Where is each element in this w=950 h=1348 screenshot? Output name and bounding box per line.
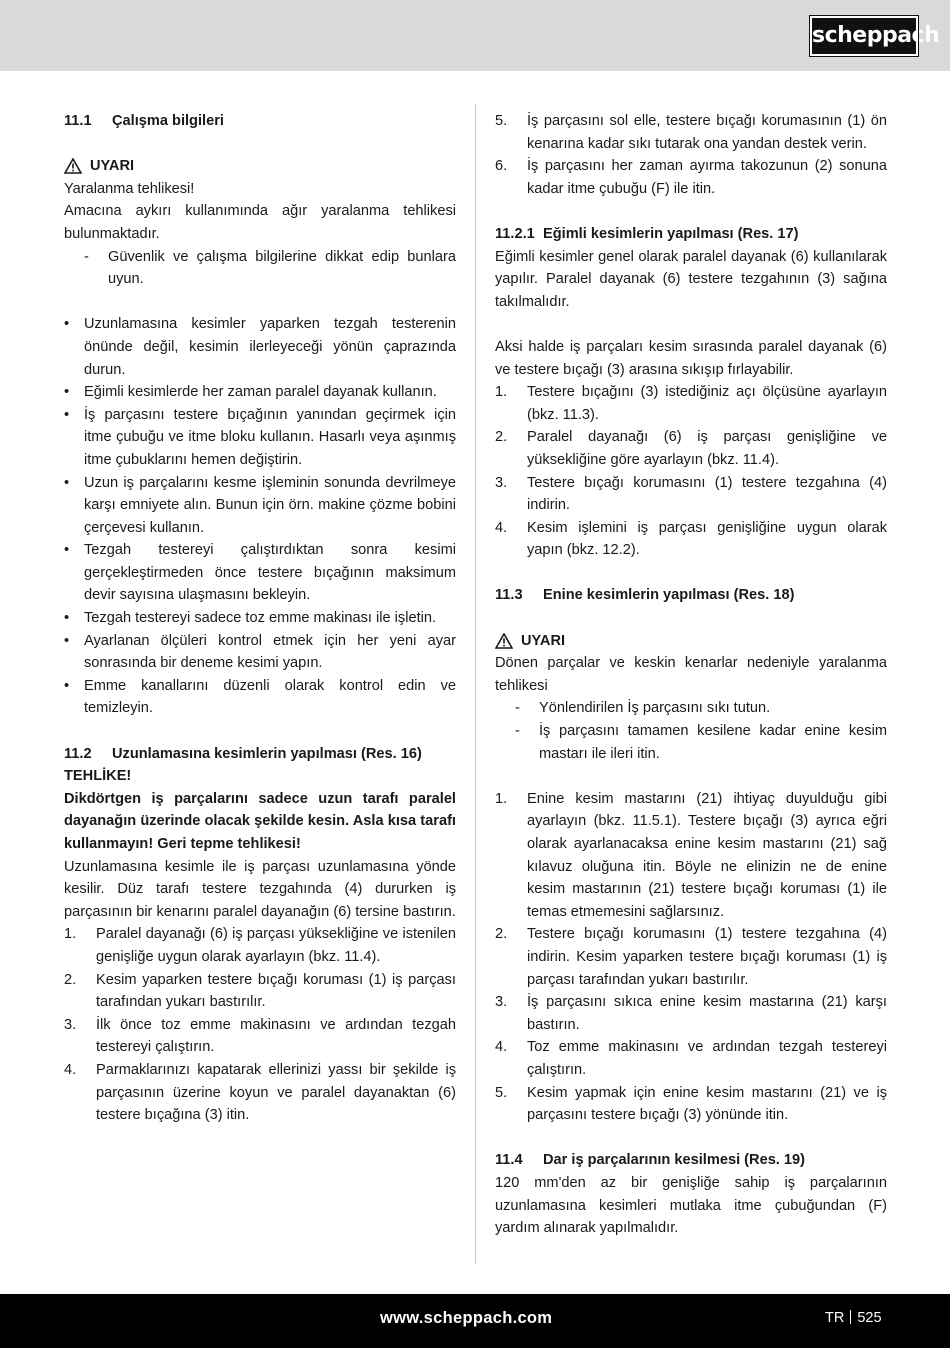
bullet-item: • Eğimli kesimlerde her zaman paralel dayanak kullanın.	[64, 384, 437, 401]
numbered-step: 4. Kesim işlemini iş parçası genişliğine uygun olarak yapın (bkz. 12.2).	[495, 519, 887, 559]
section-heading-11-2-1: 11.2.1 Eğimli kesimlerin yapılması (Res. 17)	[495, 225, 799, 242]
numbered-step: 4. Toz emme makinasını ve ardından tezgah testereyi çalıştırın.	[495, 1039, 887, 1078]
numbered-step: 3. İş parçasını sıkıca enine kesim mastarına (21) karşı bastırın.	[495, 994, 887, 1033]
header-bar	[0, 0, 950, 71]
warning-triangle-icon	[495, 633, 513, 649]
warning-heading: UYARI	[64, 155, 456, 178]
bullet-item: • Uzunlamasına kesimler yaparken tezgah testerenin önünde değil, kesimin ilerleyeceği yönün çaprazında durun.	[64, 316, 456, 378]
page-indicator: TR 525	[825, 1310, 882, 1326]
warning-text: Yaralanma tehlikesi!	[64, 180, 195, 197]
numbered-step: 3. Testere bıçağı korumasını (1) testere tezgahına (4) indirin.	[495, 474, 887, 514]
danger-label: TEHLİKE!	[64, 768, 132, 785]
scheppach-logo: scheppach	[810, 16, 918, 56]
warning-text: Dönen parçalar ve keskin kenarlar nedeniyle yaralanma tehlikesi	[495, 655, 887, 694]
numbered-step: 3. İlk önce toz emme makinasını ve ardından tezgah testereyi çalıştırın.	[64, 1016, 456, 1056]
warning-dash-item: - Yönlendirilen İş parçasını sıkı tutun.	[515, 700, 771, 717]
bullet-item: • Uzun iş parçalarını kesme işleminin sonunda devrilmeye karşı emniyete alın. Bunun için örn. makine çözme bobini çerçevesi kullanın.	[64, 474, 456, 536]
numbered-step: 2. Paralel dayanağı (6) iş parçası genişliğine ve yüksekliğine göre ayarlayın (bkz. 11.4).	[495, 429, 887, 468]
bullet-item: • İş parçasını testere bıçağının yanından geçirmek için itme çubuğu ve itme bloku kullanın. Hasarlı veya aşınmış itme çubuklarını hemen değiştirin.	[64, 406, 456, 468]
right-column	[495, 110, 887, 1240]
body-paragraph: Uzunlamasına kesimle ile iş parçası uzunlamasına yönde kesilir. Düz tarafı testere tezgahında (4) dururken iş parçasının bir kenarını paralel dayanağın (6) tersine bastırın.	[64, 858, 456, 920]
numbered-step: 1. Testere bıçağını (3) istediğiniz açı ölçüsüne ayarlayın (bkz. 11.3).	[495, 384, 887, 423]
numbered-step: 4. Parmaklarınızı kapatarak ellerinizi yassı bir şekilde iş parçasının üzerine koyun ve paralel dayanaktan (6) testere bıçağına (3) itin.	[64, 1061, 456, 1124]
numbered-step: 6. İş parçasını her zaman ayırma takozunun (2) sonuna kadar itme çubuğu (F) ile itin.	[495, 158, 887, 197]
warning-dash-item: - Güvenlik ve çalışma bilgilerine dikkat edip bunlara uyun.	[84, 248, 456, 288]
numbered-step: 5. İş parçasını sol elle, testere bıçağı korumasının (1) ön kenarına kadar sıkı tutarak ona yandan destek verin.	[495, 113, 887, 152]
section-heading-11-3: 11.3 Enine kesimlerin yapılması (Res. 18)	[495, 587, 795, 604]
section-heading-11-2: 11.2 Uzunlamasına kesimlerin yapılması (Res. 16)	[64, 745, 422, 762]
bullet-item: • Emme kanallarını düzenli olarak kontrol edin ve temizleyin.	[64, 677, 456, 717]
footer-bar	[0, 1294, 950, 1348]
bullet-item: • Tezgah testereyi çalıştırdıktan sonra kesimi gerçekleştirmeden önce testere bıçağının maksimum devir sayısına ulaşmasını bekleyin.	[64, 542, 456, 604]
body-paragraph: 120 mm'den az bir genişliğe sahip iş parçalarının uzunlamasına kesimleri mutlaka itme çubuğundan (F) yardım alınarak yapılmalıdır.	[495, 1174, 887, 1237]
bullet-item: • Ayarlanan ölçüleri kontrol etmek için her yeni ayar sonrasında bir deneme kesimi yapın.	[64, 632, 456, 672]
body-paragraph: Eğimli kesimler genel olarak paralel dayanak (6) kullanılarak yapılır. Paralel dayanak (6) testere tezgahının (3) sağına takılmalıdır.	[495, 248, 887, 310]
warning-heading: UYARI	[495, 630, 887, 653]
body-paragraph: Aksi halde iş parçaları kesim sırasında paralel dayanak (6) ve testere bıçağı (3) arasına sıkışıp fırlayabilir.	[495, 338, 887, 378]
danger-text: Dikdörtgen iş parçalarını sadece uzun tarafı paralel dayanağın üzerinde olacak şekilde kesin. Asla kısa tarafı kullanmayın! Geri tepme tehlikesi!	[64, 790, 456, 852]
numbered-step: 1. Enine kesim mastarını (21) ihtiyaç duyulduğu gibi ayarlayın (bkz. 11.5.1). Testere bıçağı (3) ayrıca eğri olarak ayarlanacaksa enine kesim mastarını (21) sağ kılavuz oluğuna itin. Böyle ne elinizin ne de enine kesim mastarının (21) testere bıçağı koruması (1) ile temas etmemesini sağlarsınız.	[495, 790, 887, 920]
bullet-item: • Tezgah testereyi sadece toz emme makinası ile işletin.	[64, 610, 437, 627]
numbered-step: 5. Kesim yapmak için enine kesim mastarını (21) ve iş parçasını testere bıçağı (3) yönünde itin.	[495, 1084, 887, 1124]
website-link[interactable]: www.scheppach.com	[380, 1309, 553, 1327]
warning-dash-item: - İş parçasını tamamen kesilene kadar enine kesim mastarı ile ileri itin.	[515, 723, 887, 762]
numbered-step: 2. Kesim yaparken testere bıçağı koruması (1) iş parçası tarafından yukarı bastırılır.	[64, 971, 456, 1011]
section-heading-11-4: 11.4 Dar iş parçalarının kesilmesi (Res. 19)	[495, 1152, 806, 1169]
warning-triangle-icon	[64, 158, 82, 174]
section-heading-11-1: 11.1 Çalışma bilgileri	[64, 113, 224, 129]
warning-text: Amacına aykırı kullanımında ağır yaralanma tehlikesi bulunmaktadır.	[64, 203, 456, 242]
left-column	[64, 110, 456, 1127]
numbered-step: 1. Paralel dayanağı (6) iş parçası yüksekliğine ve istenilen genişliğe uygun olarak ayarlayın (bkz. 11.4).	[64, 926, 456, 965]
column-divider	[475, 104, 476, 1264]
numbered-step: 2. Testere bıçağı korumasını (1) testere tezgahına (4) indirin. Kesim yaparken testere bıçağı koruması (1) iş parçası tarafından yukarı bastırılır.	[495, 926, 887, 988]
